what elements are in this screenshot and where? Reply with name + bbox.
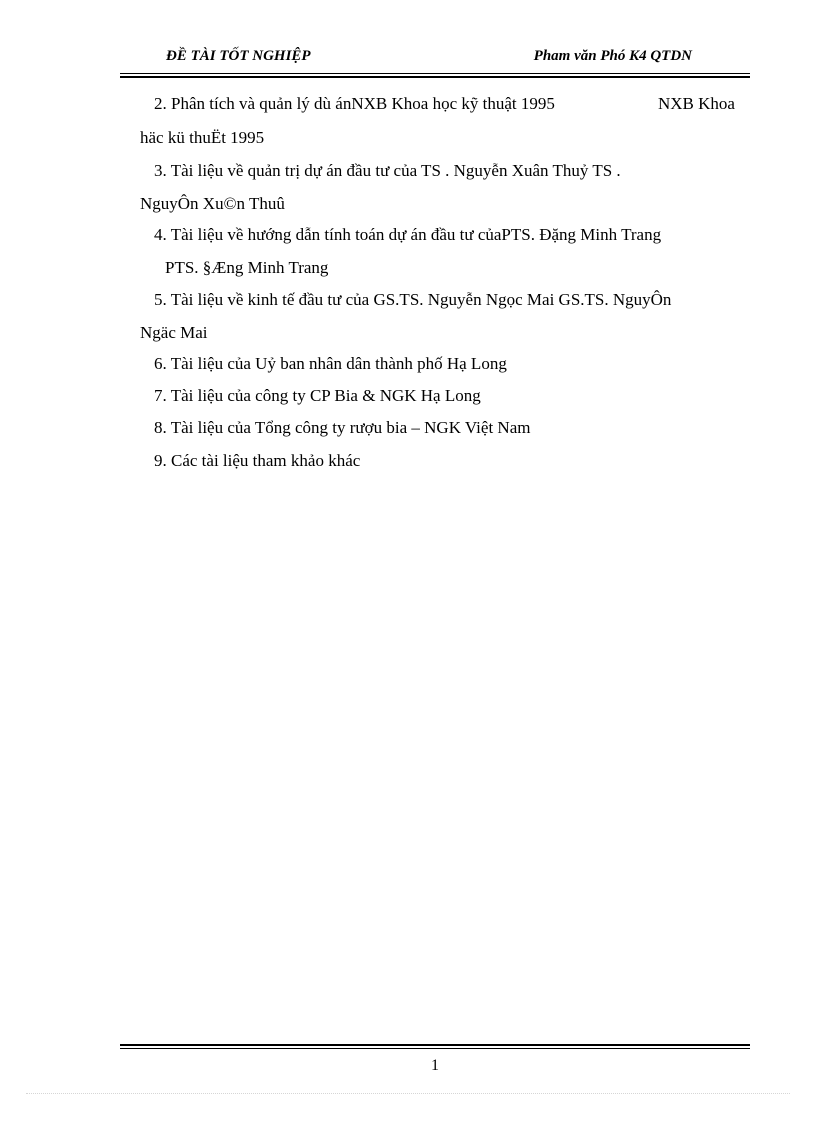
reference-line: häc kü thuËt 1995 <box>140 128 265 147</box>
reference-line: NXB Khoa <box>658 94 735 113</box>
reference-line: PTS. §Æng Minh Trang <box>165 258 329 277</box>
reference-line: 7. Tài liệu của công ty CP Bia & NGK Hạ Long <box>154 386 481 405</box>
reference-line: Ngäc Mai <box>140 323 208 342</box>
header-author: Pham văn Phó K4 QTDN <box>533 48 692 64</box>
reference-line: 2. Phân tích và quản lý dù ánNXB Khoa học kỹ thuật 1995 <box>154 94 555 113</box>
page-number: 1 <box>431 1057 439 1074</box>
reference-line: 4. Tài liệu về hướng dẫn tính toán dự án đầu tư củaPTS. Đặng Minh Trang <box>154 225 662 244</box>
header-rule <box>120 73 750 78</box>
header-title: ĐỀ TÀI TỐT NGHIỆP <box>166 48 311 64</box>
reference-line: 5. Tài liệu về kinh tế đầu tư của GS.TS. Nguyễn Ngọc Mai GS.TS. NguyÔn <box>154 290 672 309</box>
reference-line: 8. Tài liệu của Tổng công ty rượu bia – NGK Việt Nam <box>154 418 531 437</box>
footer-rule <box>120 1044 750 1049</box>
reference-line: NguyÔn Xu©n Thuû <box>140 194 285 213</box>
reference-line: 3. Tài liệu về quản trị dự án đầu tư của TS . Nguyễn Xuân Thuỷ TS . <box>154 161 621 180</box>
reference-line: 9. Các tài liệu tham khảo khác <box>154 451 361 470</box>
reference-line: 6. Tài liệu của Uỷ ban nhân dân thành phố Hạ Long <box>154 354 507 373</box>
page-bottom-border <box>26 1093 790 1094</box>
page-header <box>120 48 750 70</box>
